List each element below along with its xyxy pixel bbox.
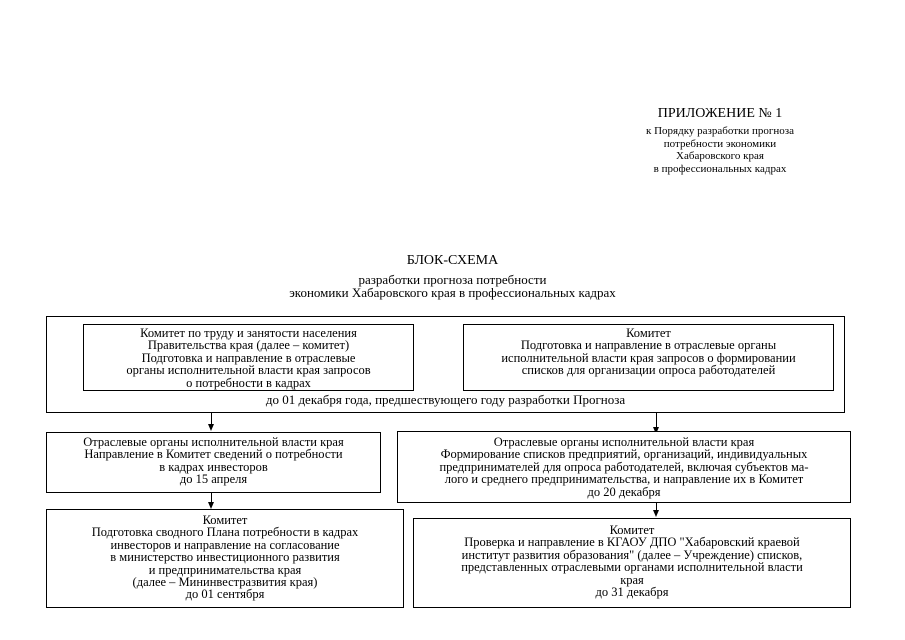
box-line: до 01 сентября xyxy=(185,587,265,602)
box-line: органы исполнительной власти края запросов xyxy=(126,363,371,378)
diagram-subtitle-line: разработки прогноза потребности xyxy=(358,272,547,287)
box-line: и предпринимательства края xyxy=(148,562,302,577)
committee-requests-text xyxy=(464,327,833,377)
sectoral-bodies-lists-text xyxy=(398,436,850,498)
appendix-title: ПРИЛОЖЕНИЕ № 1 xyxy=(657,106,783,121)
appendix-subtitle-line: Хабаровского края xyxy=(676,150,764,162)
diagram-subtitle-line: экономики Хабаровского края в профессиональных кадрах xyxy=(289,285,616,300)
box-line: представленных отраслевыми органами исполнительной власти xyxy=(461,560,803,575)
committee-plan-text xyxy=(47,514,403,601)
sectoral-bodies-investors-box xyxy=(46,432,381,493)
box-line: края xyxy=(620,572,644,587)
diagram-title: БЛОК-СХЕМА xyxy=(406,253,499,268)
box-line: до 20 декабря xyxy=(587,484,661,499)
sectoral-bodies-investors-text xyxy=(47,436,380,486)
arrow-left-2 xyxy=(211,493,212,502)
diagram-heading xyxy=(0,253,905,299)
appendix-subtitle-line: к Порядку разработки прогноза xyxy=(646,125,794,137)
box-line: о потребности в кадрах xyxy=(186,375,311,390)
box-line: Проверка и направление в КГАОУ ДПО "Хабаровский краевой xyxy=(464,535,800,550)
arrow-head-icon xyxy=(653,510,659,517)
sectoral-bodies-lists-box xyxy=(397,431,851,503)
box-line: Комитет xyxy=(626,326,671,340)
box-line: Подготовка и направление в отраслевые xyxy=(141,350,356,365)
box-line: Правительства края (далее – комитет) xyxy=(147,338,350,353)
box-line: предпринимателей для опроса работодателей, включая субъектов ма- xyxy=(439,459,809,474)
arrow-head-icon xyxy=(208,424,214,431)
arrow-right-1 xyxy=(656,413,657,428)
box-line: Отраслевые органы исполнительной власти края xyxy=(83,435,344,449)
box-line: Подготовка сводного Плана потребности в кадрах xyxy=(91,525,359,540)
box-line: Направление в Комитет сведений о потребности xyxy=(84,447,343,462)
box-line: Формирование списков предприятий, организаций, индивидуальных xyxy=(440,447,808,462)
box-line: лого и среднего предпринимательства, и направление их в Комитет xyxy=(444,472,804,487)
committee-plan-box xyxy=(46,509,404,608)
appendix-header xyxy=(600,106,840,175)
appendix-subtitle-line: в профессиональных кадрах xyxy=(653,162,787,175)
top-deadline: до 01 декабря года, предшествующего году разработки Прогноза xyxy=(265,392,626,407)
committee-verification-text xyxy=(414,524,850,598)
top-outer-box xyxy=(46,316,845,413)
box-line: в кадрах инвесторов xyxy=(159,459,268,474)
arrow-head-icon xyxy=(208,502,214,509)
box-line: в министерство инвестиционного развития xyxy=(110,550,340,565)
committee-labor-box xyxy=(83,324,414,391)
box-line: Комитет по труду и занятости населения xyxy=(140,326,357,340)
box-line: (далее – Мининвестразвития края) xyxy=(132,575,318,590)
box-line: институт развития образования" (далее – Учреждение) списков, xyxy=(461,547,803,562)
box-line: до 15 апреля xyxy=(179,472,248,487)
committee-verification-box xyxy=(413,518,851,608)
box-line: Комитет xyxy=(609,523,655,537)
committee-labor-text xyxy=(84,327,413,389)
box-line: Комитет xyxy=(202,513,248,527)
box-line: Подготовка и направление в отраслевые органы xyxy=(520,338,777,353)
box-line: Отраслевые органы исполнительной власти края xyxy=(493,435,755,449)
box-line: инвесторов и направление на согласование xyxy=(110,537,340,552)
appendix-subtitle-line: потребности экономики xyxy=(663,137,777,150)
box-line: списков для организации опроса работодателей xyxy=(521,363,776,378)
committee-requests-box xyxy=(463,324,834,391)
box-line: исполнительной власти края запросов о формировании xyxy=(501,350,796,365)
box-line: до 31 декабря xyxy=(595,585,669,600)
